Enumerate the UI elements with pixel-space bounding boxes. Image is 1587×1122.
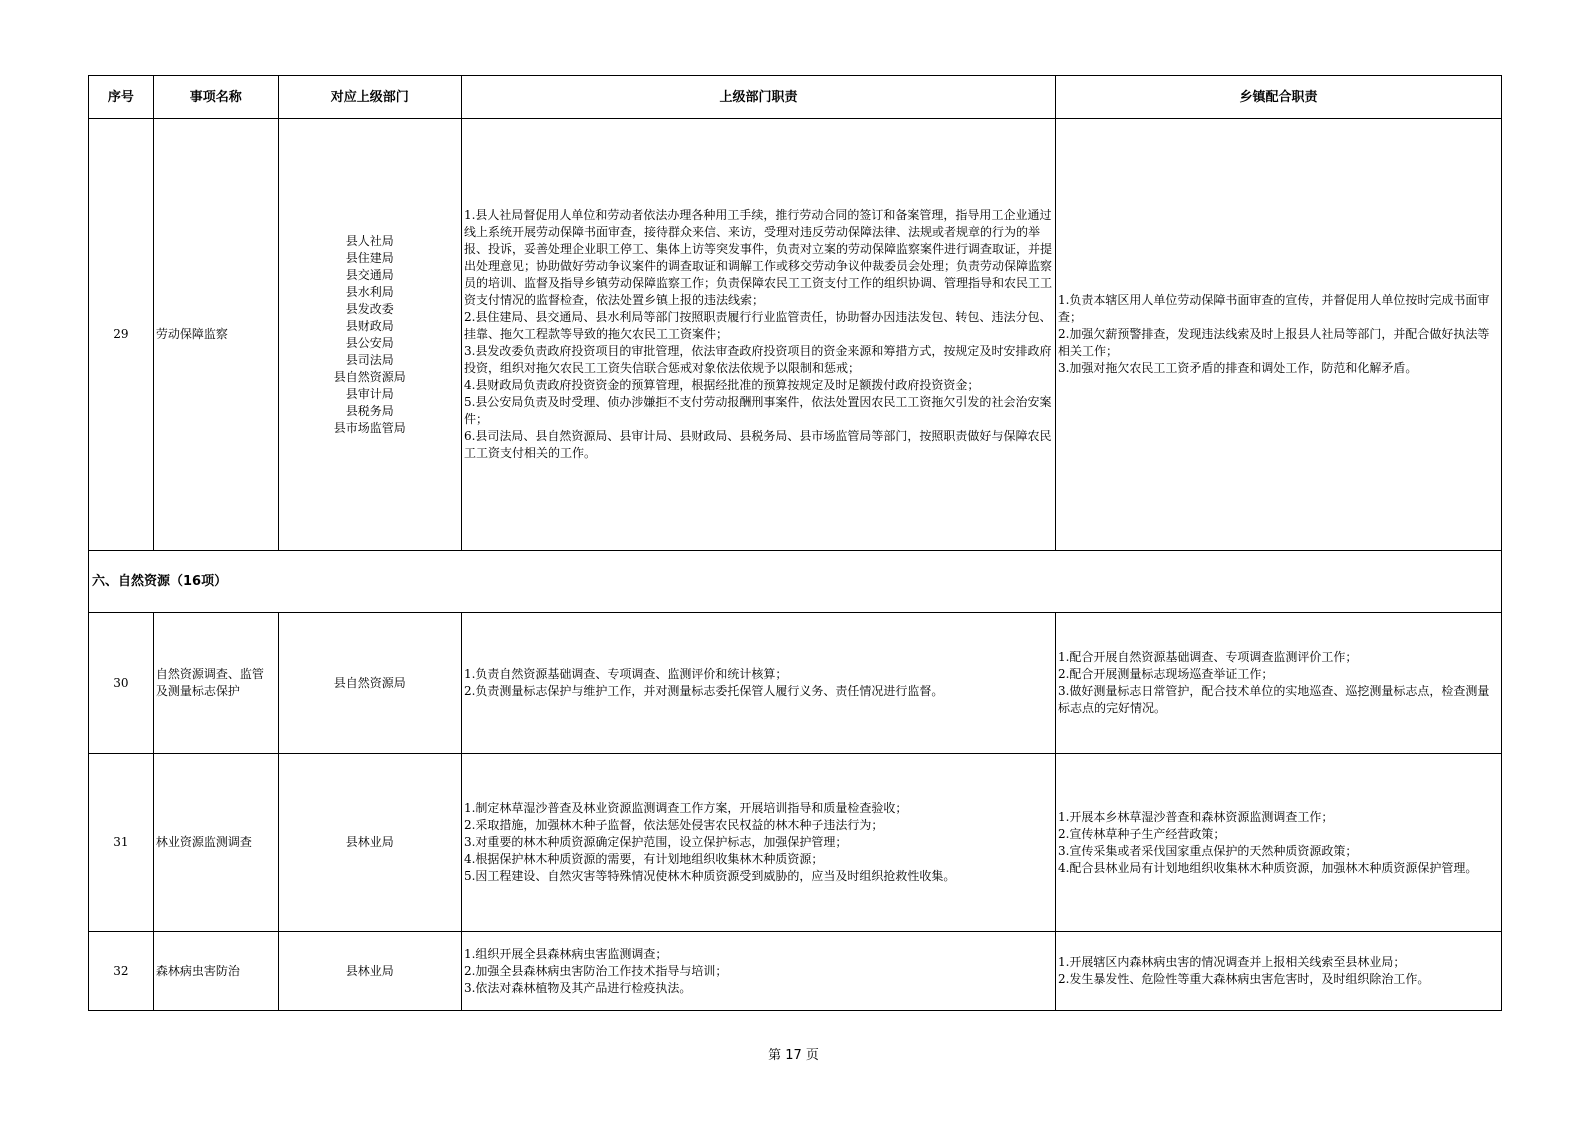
duty-item: 3.县发改委负责政府投资项目的审批管理，依法审查政府投资项目的资金来源和筹措方式，按规定及时安排政府投资，组织对拖欠农民工工资失信联合惩戒对象依法依规予以限制和惩戒； [463,344,1052,375]
duty-item: 3.加强对拖欠农民工工资矛盾的排查和调处工作，防范和化解矛盾。 [1057,361,1418,375]
duty-item: 4.根据保护林木种质资源的需要，有计划地组织收集林木种质资源； [463,852,824,866]
row-name: 林业资源监测调查 [153,754,278,932]
dept-line: 县水利局 [345,284,394,299]
duty-item: 3.依法对森林植物及其产品进行检疫执法。 [463,980,692,995]
row-name: 自然资源调查、监管及测量标志保护 [153,613,278,754]
row-dept [278,754,461,932]
row-dept [278,119,461,551]
page-number: 第 17 页 [768,1048,819,1063]
dept-line: 县交通局 [345,267,394,282]
section-row [89,551,1502,613]
row-upper-duty [461,119,1055,551]
row-upper-duty [461,754,1055,932]
duty-item: 1.开展本乡林草湿沙普查和森林资源监测调查工作； [1057,809,1334,824]
row-town-duty [1055,119,1501,551]
duty-item: 2.加强全县森林病虫害防治工作技术指导与培训； [463,963,728,978]
table-row [89,613,1502,754]
duty-item: 2.宣传林草种子生产经营政策； [1057,826,1226,841]
duty-item: 2.发生暴发性、危险性等重大森林病虫害危害时，及时组织除治工作。 [1057,972,1430,986]
table-row [89,119,1502,551]
row-town-duty [1055,754,1501,932]
duty-item: 3.做好测量标志日常管护，配合技术单位的实地巡查、巡挖测量标志点，检查测量标志点的完好情况。 [1057,684,1490,715]
table-row [89,932,1502,1011]
header-row [89,76,1502,119]
row-num: 30 [89,613,154,754]
row-name: 劳动保障监察 [153,119,278,551]
duty-item: 4.配合县林业局有计划地组织收集林木种质资源，加强林木种质资源保护管理。 [1057,860,1478,875]
dept-line: 县自然资源局 [333,675,406,690]
duty-item: 1.配合开展自然资源基础调查、专项调查监测评价工作； [1057,650,1358,664]
dept-line: 县财政局 [345,318,394,333]
table-row [89,754,1502,932]
section-title: 六、自然资源（16项） [89,551,1502,613]
row-num: 31 [89,754,154,932]
row-upper-duty [461,613,1055,754]
row-upper-duty [461,932,1055,1011]
duty-item: 4.县财政局负责政府投资资金的预算管理，根据经批准的预算按规定及时足额拨付政府投资资金； [463,378,980,392]
dept-line: 县司法局 [345,352,394,367]
dept-line: 县审计局 [345,386,394,401]
duty-item: 2.县住建局、县交通局、县水利局等部门按照职责履行行业监管责任，协助督办因违法发包、转包、违法分包、挂靠、拖欠工程款等导致的拖欠农民工工资案件； [463,310,1052,341]
duty-item: 6.县司法局、县自然资源局、县审计局、县财政局、县税务局、县市场监管局等部门，按照职责做好与保障农民工工资支付相关的工作。 [463,429,1052,460]
row-town-duty [1055,613,1501,754]
row-num: 32 [89,932,154,1011]
dept-line: 县林业局 [345,835,394,849]
duty-item: 1.县人社局督促用人单位和劳动者依法办理各种用工手续，推行劳动合同的签订和备案管理，指导用工企业通过线上系统开展劳动保障书面审查，接待群众来信、来访，受理对违反劳动保障法律、法规或者规章的行为的举报、投诉，妥善处理企业职工停工、集体上访等突发事件，负责对立案的劳动保障监察案件进行调查取证，并提出处理意见；协助做好劳动争议案件的调查取证和调解工作或移交劳动争议仲裁委员会处理；负责劳动保障监察员的培训、监督及指导乡镇劳动保障监察工作；负责保障农民工工资支付工作的组织协调、管理指导和农民工工资支付情况的监督检查，依法处置乡镇上报的违法线索； [463,208,1052,307]
duty-item: 1.组织开展全县森林病虫害监测调查； [463,946,668,961]
dept-line: 县自然资源局 [333,369,406,384]
duty-item: 1.开展辖区内森林病虫害的情况调查并上报相关线索至县林业局； [1057,955,1406,969]
dept-line: 县住建局 [345,250,394,265]
header-name: 事项名称 [153,76,278,119]
row-dept [278,932,461,1011]
header-dept: 对应上级部门 [278,76,461,119]
duty-item: 5.因工程建设、自然灾害等特殊情况使林木种质资源受到威胁的，应当及时组织抢救性收集。 [463,869,956,883]
duty-item: 2.采取措施，加强林木种子监督，依法惩处侵害农民权益的林木种子违法行为； [463,818,884,832]
duty-table [88,75,1502,1011]
duty-item: 2.配合开展测量标志现场巡查举证工作； [1057,667,1274,681]
dept-line: 县公安局 [345,335,394,350]
duty-item: 3.宣传采集或者采伐国家重点保护的天然种质资源政策； [1057,843,1358,858]
duty-item: 2.加强欠薪预警排查，发现违法线索及时上报县人社局等部门，并配合做好执法等相关工作； [1057,327,1490,358]
duty-item: 1.制定林草湿沙普查及林业资源监测调查工作方案，开展培训指导和质量检查验收； [463,801,908,815]
dept-line: 县税务局 [345,403,394,418]
row-name: 森林病虫害防治 [153,932,278,1011]
header-town-duty: 乡镇配合职责 [1055,76,1501,119]
duty-item: 3.对重要的林木种质资源确定保护范围，设立保护标志，加强保护管理； [463,835,848,849]
duty-item: 5.县公安局负责及时受理、侦办涉嫌拒不支付劳动报酬刑事案件，依法处置因农民工工资拖欠引发的社会治安案件； [463,395,1052,426]
row-dept [278,613,461,754]
duty-item: 1.负责自然资源基础调查、专项调查、监测评价和统计核算； [463,667,788,681]
dept-line: 县市场监管局 [333,420,406,435]
header-upper-duty: 上级部门职责 [461,76,1055,119]
dept-line: 县发改委 [345,301,394,316]
row-num: 29 [89,119,154,551]
duty-item: 1.负责本辖区用人单位劳动保障书面审查的宣传，并督促用人单位按时完成书面审查； [1057,293,1490,324]
duty-item: 2.负责测量标志保护与维护工作，并对测量标志委托保管人履行义务、责任情况进行监督。 [463,684,944,698]
dept-line: 县林业局 [345,963,394,978]
header-num: 序号 [89,76,154,119]
row-town-duty [1055,932,1501,1011]
dept-line: 县人社局 [345,233,394,248]
